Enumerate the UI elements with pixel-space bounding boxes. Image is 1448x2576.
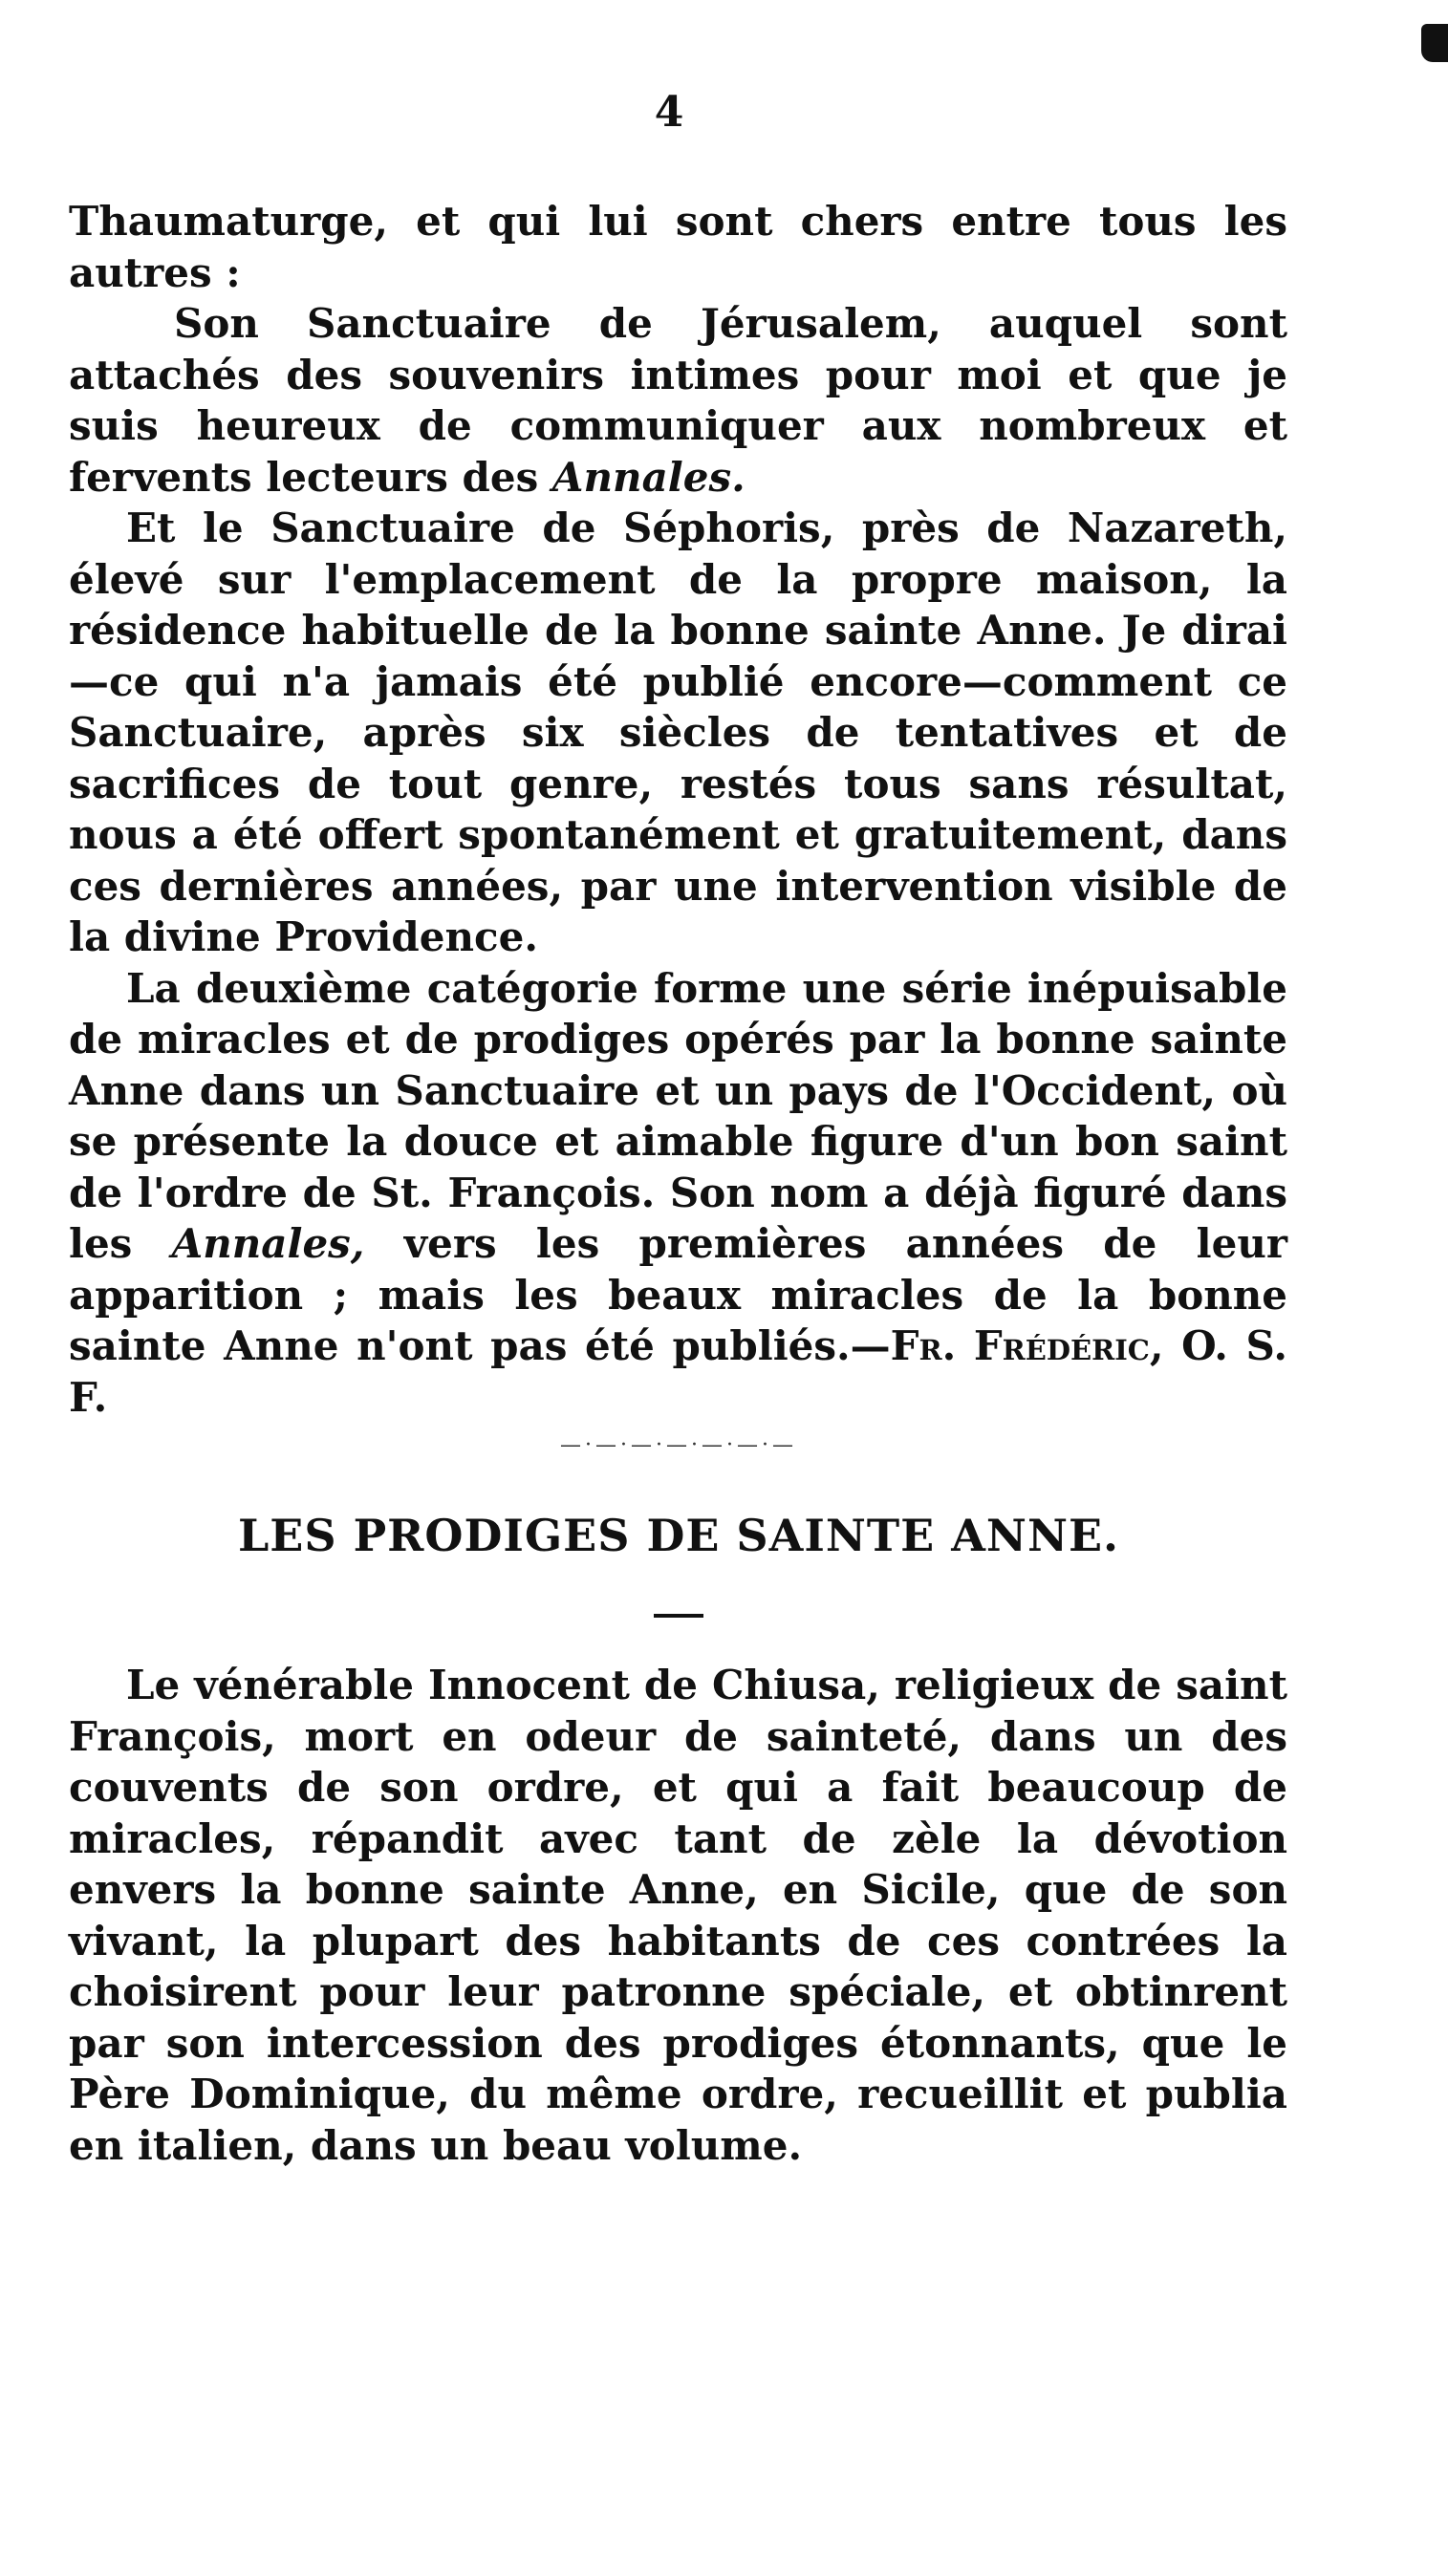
section-text-block (69, 1660, 1287, 2171)
signature-name: Fr. Frédéric, O. S. F. (69, 1322, 1287, 1421)
page-number: 4 (654, 88, 684, 137)
annales-title: Annales. (551, 453, 746, 501)
intro-paragraph-3: Et le Sanctuaire de Séphoris, près de Nazareth, élevé sur l'emplacement de la propre maison, la résidence habituelle de la bonne sainte Anne. Je dirai—ce qui n'a jamais été publié encore—comment ce Sanctuaire, après six siècles de tentatives et de sacrifices de tout genre, restés tous sans résultat, nous a été offert spontanément et gratuitement, dans ces dernières années, par une intervention visible de la divine Providence. (69, 504, 1287, 960)
intro-paragraph-4 (69, 963, 1287, 1424)
section-ornament: —·—·—·—·—·—·— (560, 1433, 797, 1457)
intro-paragraph-4-text-b: vers les premières années de leur apparition ; mais les beaux miracles de la bonne sainte Anne n'ont pas été publiés. (69, 1220, 1287, 1369)
title-rule (654, 1614, 703, 1618)
section-paragraph: Le vénérable Innocent de Chiusa, religieux de saint François, mort en odeur de sainteté, dans un des couvents de son ordre, et qui a fait beaucoup de miracles, répandit avec tant de zèle la dévotion envers la bonne sainte Anne, en Sicile, que de son vivant, la plupart des habitants de ces contrées la choisirent pour leur patronne spéciale, et obtinrent par son intercession des prodiges étonnants, que le Père Dominique, du même ordre, recueillit et publia en italien, dans un beau volume. (69, 1662, 1287, 2169)
intro-paragraph-1: Thaumaturge, et qui lui sont chers entre tous les autres : (69, 198, 1287, 296)
intro-text-block (69, 196, 1287, 1423)
annales-title-2: Annales, (171, 1220, 365, 1267)
intro-paragraph-2 (69, 298, 1287, 503)
signature-dash: — (850, 1322, 891, 1369)
scan-corner-mark (1421, 24, 1448, 62)
intro-paragraph-4-text-a: La deuxième catégorie forme une série inépuisable de miracles et de prodiges opérés par la bonne sainte Anne dans un Sanctuaire et un pays de l'Occident, où se présente la douce et aimable figure d'un bon saint de l'ordre de St. François. Son nom a déjà figuré dans les (69, 964, 1287, 1267)
section-title: LES PRODIGES DE SAINTE ANNE. (237, 1510, 1120, 1561)
intro-paragraph-2-text: Son Sanctuaire de Jérusalem, auquel sont attachés des souvenirs intimes pour moi et que je suis heureux de communiquer aux nombreux et fervents lecteurs des (69, 300, 1287, 501)
